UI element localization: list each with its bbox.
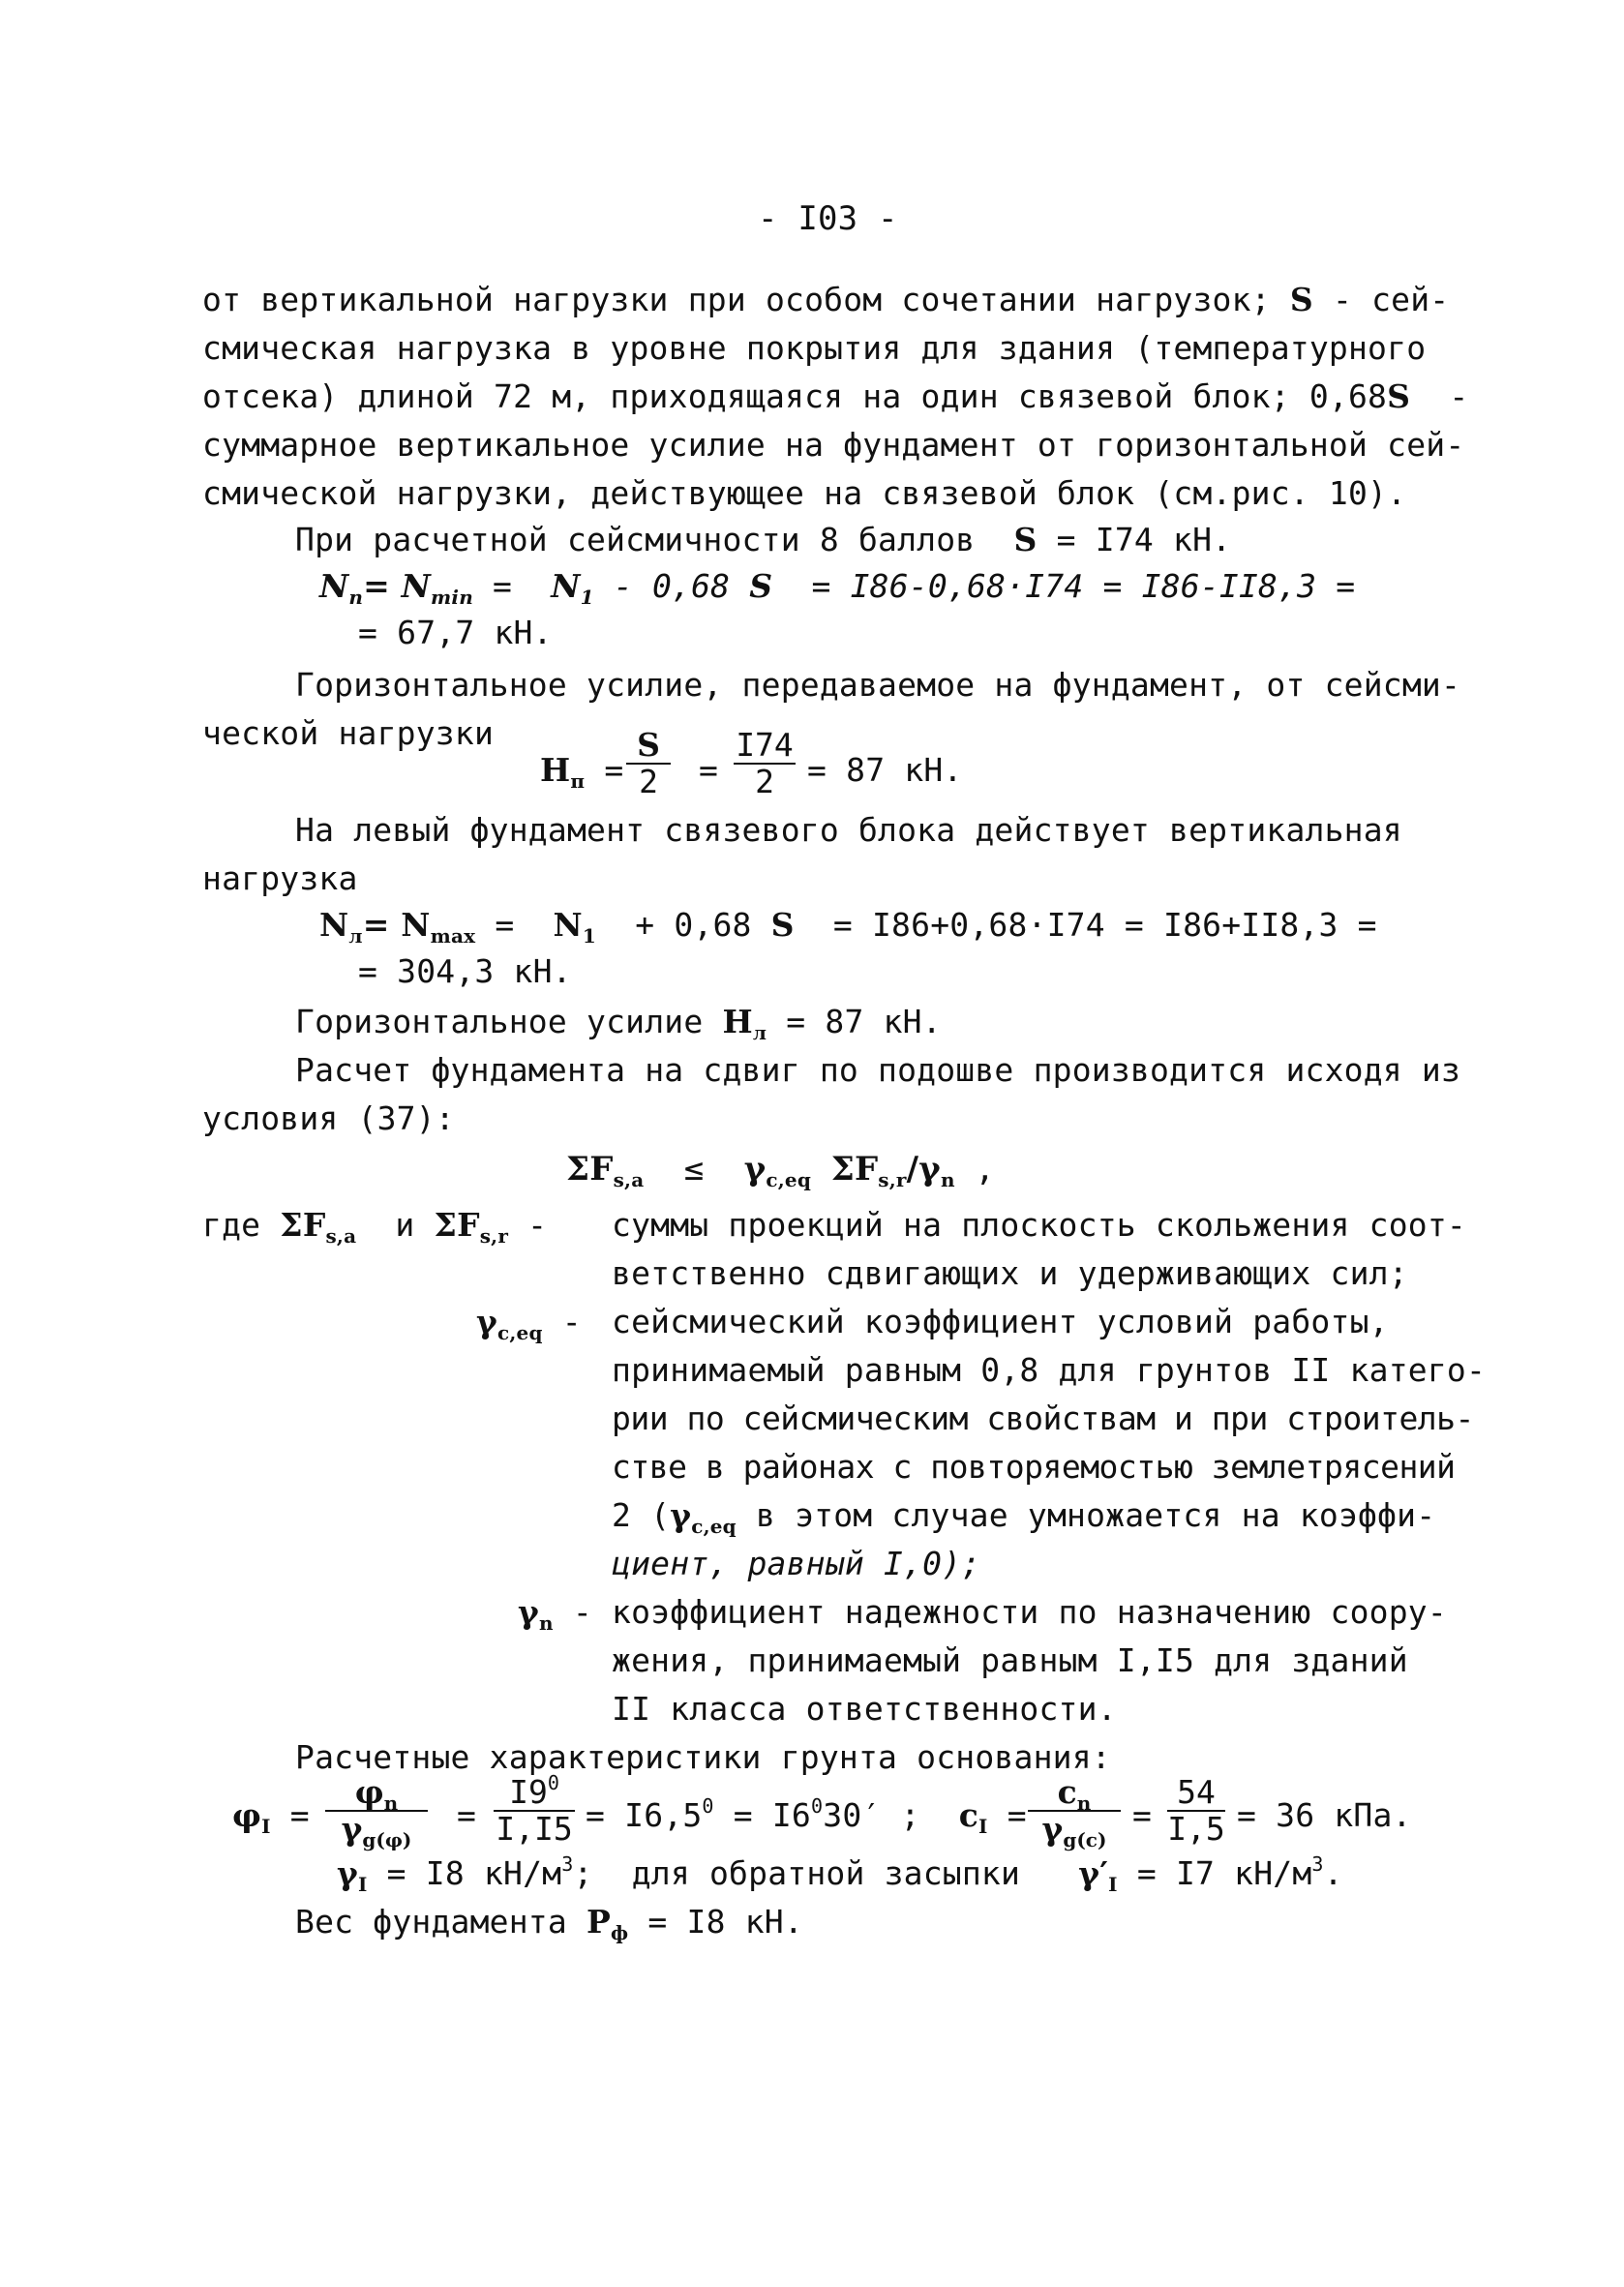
shear-condition: $\Sigma F_{s,a} \le \gamma_{c,eq}$ $\Sigma F_{s,r}/\gamma_n$ , (566, 1150, 996, 1191)
fraction-cn-over-gamma: $c_n$ $\gamma_{g(c)}$ (1026, 1775, 1123, 1847)
text-line: смической нагрузки, действующее на связевой блок (см.рис. 10). (202, 474, 1407, 512)
equation-phi-tail: = $I6,5^0 = I6^030'$ ; $c_I$ = (586, 1794, 1027, 1838)
s-symbol: S (1387, 377, 1411, 415)
equation-nn-line2: = 67,7 кН. (358, 614, 553, 651)
text-line: Расчет фундамента на сдвиг по подошве производится исходя из (295, 1051, 1461, 1089)
equals-sign: = (457, 1796, 477, 1834)
definition-text: коэффициент надежности по назначению соору- (612, 1593, 1447, 1631)
text-line: Расчетные характеристики грунта основания: (295, 1738, 1111, 1776)
definition-text: сейсмический коэффициент условий работы, (612, 1303, 1389, 1340)
text-line: суммарное вертикальное усилие на фундамент от горизонтальной сей- (202, 426, 1465, 464)
equation-hn-lhs: $H_п$ = (540, 751, 624, 793)
text-line: от вертикальной нагрузки при особом сочетании нагрузок; S - сей- (202, 281, 1450, 318)
definition-text: стве в районах с повторяемостью землетрясений (612, 1448, 1456, 1486)
fraction-54-over-15: 54 I,5 (1167, 1773, 1225, 1848)
equation-phi-lhs: $\varphi_I$ = (232, 1796, 310, 1838)
equation-nl: $N_л= N_{max} = N_1 + 0,68$ S = I86+0,68·I74 = I86+II8,3 = (319, 906, 1377, 948)
definition-text: рии по сейсмическим свойствам и при строитель- (612, 1399, 1474, 1437)
definition-text: жения, принимаемый равным I,I5 для зданий (612, 1641, 1408, 1679)
text-line: Горизонтальное усилие $H_л = 87$ кН. (295, 1003, 942, 1044)
equation-hn-tail: = 87 кН. (807, 751, 963, 789)
definition-text: II класса ответственности. (612, 1690, 1117, 1728)
definition-gamma-ceq: $\gamma_{c,eq}$ - (476, 1303, 582, 1344)
fraction-174-over-2: I74 2 (732, 728, 797, 799)
equation-gamma: $\gamma_I = I8$ $кН/м^3$; для обратной засыпки $\gamma'_I = I7$ $кН/м^3$. (337, 1852, 1343, 1896)
equation-nl-line2: = 304,3 кН. (358, 952, 572, 990)
s-symbol: S (1013, 521, 1038, 558)
definition-gamma-n: $\gamma_n$ - (518, 1593, 592, 1635)
text-line: условия (37): (202, 1099, 455, 1137)
s-symbol: S (1289, 281, 1313, 318)
definition-text: принимаемый равным 0,8 для грунтов II катего- (612, 1351, 1487, 1389)
definition-text: суммы проекций на плоскость скольжения соот- (612, 1206, 1466, 1244)
fraction-phi-n-over-gamma: $\varphi_n$ $\gamma_{g(\varphi)}$ (323, 1775, 430, 1847)
text-line: смическая нагрузка в уровне покрытия для здания (температурного (202, 329, 1427, 367)
fraction-19-over-115: $I9^0$ I,I5 (492, 1775, 577, 1847)
definition-text: циент, равный I,0); (612, 1545, 981, 1582)
equation-c-tail: = 36 кПа. (1237, 1796, 1412, 1834)
definition-text: ветственно сдвигающих и удерживающих сил; (612, 1254, 1408, 1292)
equals-sign: = (699, 751, 719, 789)
page-number: - I03 - (758, 199, 898, 238)
text-line: Горизонтальное усилие, передаваемое на фундамент, от сейсми- (295, 666, 1461, 704)
definition-where: где $\Sigma F_{s,a}$ и $\Sigma F_{s,r}$ - (202, 1206, 548, 1248)
definition-text: 2 ($\gamma_{c,eq}$ в этом случае умножается на коэффи- (612, 1496, 1436, 1538)
text-line: Вес фундамента $P_ф = I8$ кН. (295, 1903, 803, 1944)
text-line: На левый фундамент связевого блока действует вертикальная (295, 811, 1402, 849)
equals-sign: = (1132, 1796, 1153, 1834)
text-line: нагрузка (202, 859, 358, 897)
text-line: ческой нагрузки (202, 714, 495, 752)
text-line: отсека) длиной 72 м, приходящаяся на один связевой блок; 0,68S - (202, 377, 1469, 415)
text-line: При расчетной сейсмичности 8 баллов S = I74 кН. (295, 521, 1232, 558)
equation-nn: $N_п= N_{min} = N_1 - 0,68$ S = I86-0,68·I74 = I86-II8,3 = (319, 567, 1356, 609)
fraction-s-over-2: S 2 (624, 728, 673, 799)
